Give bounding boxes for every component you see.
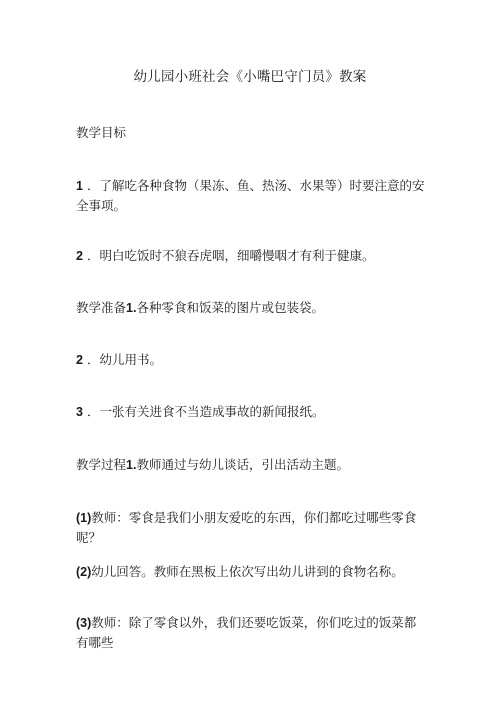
paragraph-text: 幼儿回答。教师在黑板上依次写出幼儿讲到的食物名称。 [91,564,404,579]
paragraph-text: 各种零食和饭菜的图片或包装袋。 [136,300,324,315]
section-lead: 教学准备 [76,300,127,315]
paragraph-text: 教学目标 [76,125,127,140]
paragraph-text: 教师通过与幼儿谈话，引出活动主题。 [136,457,349,472]
process-subitem-2 [76,562,426,582]
document-title: 幼儿园小班社会《小嘴巴守门员》教案 [133,69,367,85]
item-number: 1 [76,179,83,193]
item-number: (1) [76,511,92,525]
goal-item-2 [76,246,426,266]
section-lead: 教学过程 [76,457,127,472]
process-item-1 [76,455,426,475]
paragraph-text: 教师：零食是我们小朋友爱吃的东西，你们都吃过哪些零食呢？ [76,510,417,545]
section-heading-goals [76,123,426,142]
item-number: 1. [126,301,137,315]
prep-item-1 [76,298,426,318]
paragraph-text: ．幼儿用书。 [86,352,162,367]
paragraph-text: 教师：除了零食以外，我们还要吃饭菜，你们吃过的饭菜都有哪些 [76,615,417,650]
goal-item-1 [76,176,426,215]
prep-item-3 [76,402,426,422]
paragraph-text: ．一张有关进食不当造成事故的新闻报纸。 [86,404,325,419]
paragraph-text: ．明白吃饭时不狼吞虎咽，细嚼慢咽才有利于健康。 [86,248,375,263]
paragraph-text: ．了解吃各种食物（果冻、鱼、热汤、水果等）时要注意的安全事项。 [76,178,425,213]
process-subitem-3 [76,613,426,652]
item-number: 2 [76,249,83,263]
item-number: 3 [76,405,83,419]
item-number: (2) [76,565,92,579]
process-subitem-1 [76,508,426,547]
item-number: 2 [76,353,83,367]
prep-item-2 [76,350,426,370]
item-number: 1. [126,458,137,472]
item-number: (3) [76,616,92,630]
